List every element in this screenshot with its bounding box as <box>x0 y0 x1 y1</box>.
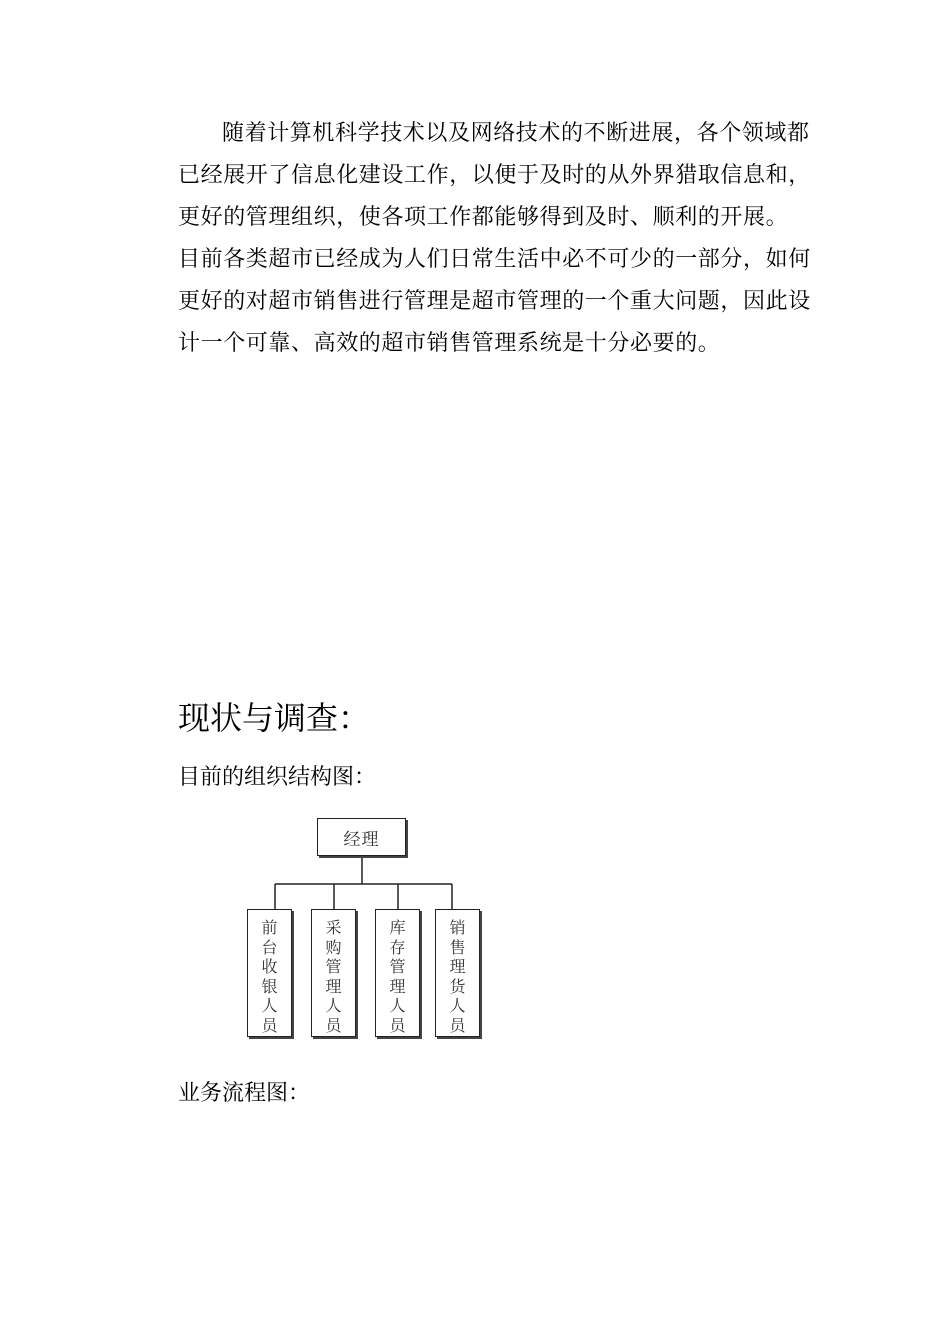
org-node-cashier <box>247 909 292 1037</box>
org-node-purchasing <box>311 909 356 1037</box>
section-heading: 现状与调查： <box>178 699 371 737</box>
org-node-sales <box>435 909 480 1037</box>
intro-line-2: 已经展开了信息化建设工作，以便于及时的从外界猎取信息和， <box>178 163 811 188</box>
intro-line-6: 计一个可靠、高效的超市销售管理系统是十分必要的。 <box>178 331 721 356</box>
org-node-purchasing-label: 采购管理人员 <box>325 918 342 1035</box>
intro-line-5: 更好的对超市销售进行管理是超市管理的一个重大问题，因此设 <box>178 289 811 314</box>
business-flow-label: 业务流程图： <box>178 1081 311 1106</box>
intro-line-1: 随着计算机科学技术以及网络技术的不断进展，各个领域都 <box>222 121 810 146</box>
org-chart-label: 目前的组织结构图： <box>178 765 377 790</box>
org-node-cashier-label: 前台收银人员 <box>261 918 278 1035</box>
org-node-sales-label: 销售理货人员 <box>449 918 466 1035</box>
org-node-inventory-label: 库存管理人员 <box>389 918 406 1035</box>
org-node-manager: 经理 <box>317 818 406 856</box>
intro-line-4: 目前各类超市已经成为人们日常生活中必不可少的一部分，如何 <box>178 247 811 272</box>
intro-line-3: 更好的管理组织，使各项工作都能够得到及时、顺利的开展。 <box>178 205 789 230</box>
org-node-inventory <box>375 909 420 1037</box>
